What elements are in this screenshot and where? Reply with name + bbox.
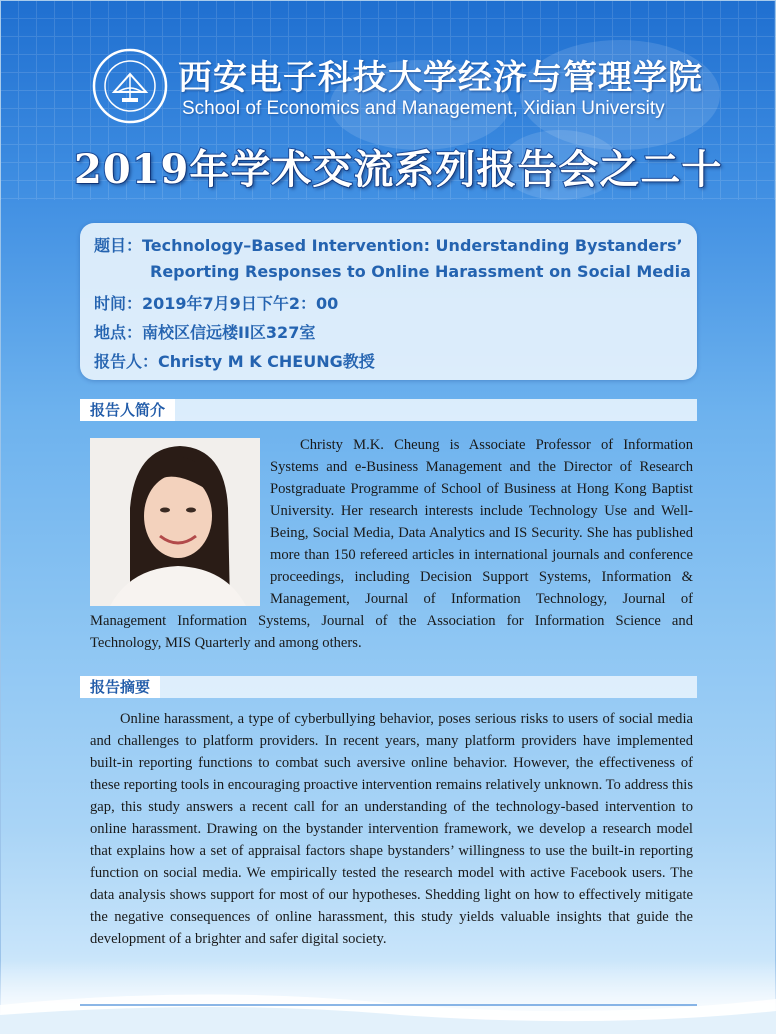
university-name-en: School of Economics and Management, Xidian University <box>182 98 665 119</box>
talk-title-label: 题目： <box>94 236 143 255</box>
abstract-section-heading: 报告摘要 <box>80 676 160 698</box>
bio-text: Christy M.K. Cheung is Associate Professor of Information Systems and e-Business Management and the Director of Research Postgraduate Programme of School of Business at Hong Kong Baptist University. Her research interests include Technology Use and Well-Being, Social Media, Data Analytics and IS Security. She has published more than 150 refereed articles in international journals and conference proceedings, including Decision Support Systems, Information & Management, Journal of Information Technology, Journal of Management Information Systems, Journal of the Association for Information Science and Technology, MIS Quarterly and among others. <box>90 437 693 651</box>
abstract-text: Online harassment, a type of cyberbullying behavior, poses serious risks to users of social media and challenges to platform providers. In recent years, many platform providers have implemented built-in reporting functions to combat such aversive online behavior. However, the effectiveness of these reporting tools in encouraging proactive intervention remains relatively unknown. To address this gap, this study answers a recent call for an understanding of the technology-based intervention to online harassment. Drawing on the bystander intervention framework, we develop a research model that explains how a set of appraisal factors shape bystanders’ willingness to use the built-in reporting function on social media. We empirically tested the research model with active Facebook users. The data analysis shows support for most of our hypotheses. Shedding light on how to effectively mitigate the negative consequences of online harassment, this study yields valuable insights that guide the development of a brighter and safer digital society. <box>90 711 693 947</box>
university-seal-icon <box>92 48 168 124</box>
talk-title-line2: Reporting Responses to Online Harassment on Social Media <box>150 262 691 281</box>
talk-time-label: 时间： <box>94 294 143 313</box>
bio-section-heading: 报告人简介 <box>80 399 175 421</box>
bottom-rule <box>80 1004 697 1006</box>
series-title: 2019年学术交流系列报告会之二十 <box>74 146 723 193</box>
talk-speaker-label: 报告人： <box>94 352 159 371</box>
bio-text-block <box>90 434 693 654</box>
talk-speaker-row <box>94 349 375 372</box>
talk-time-row <box>94 291 338 314</box>
talk-time-value: 2019年7月9日下午2：00 <box>142 294 339 313</box>
photo-spacer <box>90 434 270 610</box>
abstract-text-block <box>90 708 693 950</box>
talk-speaker-value: Christy M K CHEUNG教授 <box>158 352 375 371</box>
university-name-cn: 西安电子科技大学经济与管理学院 <box>178 58 703 98</box>
poster-header <box>0 0 776 210</box>
talk-place-row <box>94 320 315 343</box>
talk-title-row <box>94 233 683 256</box>
talk-place-value: 南校区信远楼II区327室 <box>142 323 316 342</box>
talk-place-label: 地点： <box>94 323 143 342</box>
abstract-section-bar <box>80 676 697 698</box>
bottom-wave-decoration <box>0 985 776 1034</box>
talk-title-line1: Technology–Based Intervention: Understanding Bystanders’ <box>142 236 683 255</box>
